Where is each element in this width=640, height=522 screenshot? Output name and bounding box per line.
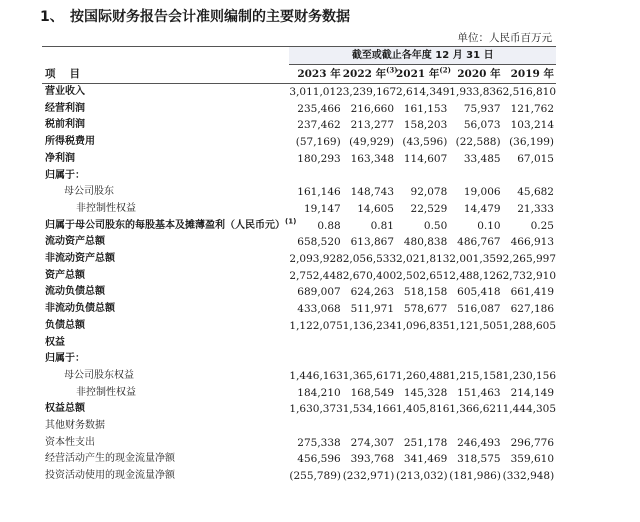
value-cell: 578,677 [403, 303, 448, 316]
footnote-marker: (1) [285, 217, 297, 226]
year-label: 2021 年 [396, 68, 440, 80]
value-cell [449, 168, 502, 185]
value-cell: 359,610 [510, 453, 554, 466]
value-cell: (36,199) [509, 136, 554, 149]
year-label: 2022 年 [342, 68, 387, 80]
value-cell: 2,021,813 [396, 253, 450, 266]
value-cell [503, 168, 556, 185]
row-label-text: 其他财务数据 [45, 420, 105, 432]
row-label-text: 归属于： [45, 353, 85, 365]
row-label-text: 资产总额 [45, 269, 85, 281]
row-label-text: 非控制性权益 [76, 202, 136, 214]
table-row [42, 418, 556, 435]
row-label [42, 168, 289, 185]
value-cell: (181,986) [449, 470, 501, 483]
value-cell: 624,263 [350, 286, 394, 299]
value-cell: 3,011,012 [289, 86, 343, 98]
row-label [42, 435, 289, 452]
table-body [42, 84, 556, 485]
value-cell: 2,732,910 [502, 269, 557, 282]
value-cell: 2,670,400 [342, 269, 397, 282]
value-cell: 0.25 [530, 219, 554, 232]
row-label-text: 所得税费用 [45, 136, 95, 148]
value-cell: 21,333 [517, 202, 554, 215]
value-cell: 246,493 [457, 436, 501, 449]
value-cell: 103,214 [510, 119, 554, 132]
value-cell: 213,277 [350, 119, 394, 132]
value-cell: 67,015 [517, 152, 554, 165]
table-row [42, 268, 556, 285]
value-cell [343, 418, 396, 435]
value-cell: 1,288,605 [502, 319, 557, 332]
row-label [42, 335, 289, 352]
value-cell [503, 418, 556, 435]
value-cell: 235,466 [297, 102, 341, 115]
value-cell: 480,838 [403, 236, 448, 249]
table-row [42, 218, 556, 235]
row-label-text: 流动负债总额 [45, 286, 105, 298]
row-label [42, 134, 289, 151]
item-column-header: 项目 [42, 65, 289, 84]
value-cell: 2,265,997 [502, 253, 557, 266]
value-cell: 180,293 [297, 152, 341, 165]
value-cell: 318,575 [457, 453, 501, 466]
row-label [42, 385, 289, 402]
row-label-text: 流动资产总额 [45, 236, 105, 248]
table-row [42, 451, 556, 468]
value-cell: 75,937 [463, 102, 501, 115]
value-cell: 163,348 [350, 152, 394, 165]
value-cell [396, 335, 449, 352]
value-cell: 689,007 [297, 286, 341, 299]
value-cell [396, 351, 449, 368]
value-cell: 0.88 [317, 219, 341, 232]
row-label [42, 84, 289, 101]
value-cell: 393,768 [350, 453, 394, 466]
value-cell: 148,743 [350, 186, 394, 199]
table-row [42, 101, 556, 118]
row-label-text: 资本性支出 [45, 436, 95, 448]
value-cell [289, 335, 342, 352]
row-label [42, 201, 289, 218]
value-cell: 1,534,166 [342, 403, 397, 416]
year-label: 2019 年 [510, 68, 554, 80]
value-cell [503, 351, 556, 368]
year-label: 2020 年 [457, 68, 501, 80]
row-label-text: 非流动资产总额 [45, 253, 115, 265]
value-cell: 605,418 [457, 286, 501, 299]
row-label-text: 税前利润 [45, 119, 85, 131]
year-label: 2023 年 [297, 68, 341, 80]
table-row [42, 151, 556, 168]
section-title: 按国际财务报告会计准则编制的主要财务数据 [70, 9, 350, 25]
value-cell: 627,186 [510, 303, 554, 316]
value-cell: 613,867 [350, 236, 394, 249]
row-label-text: 归属于： [45, 169, 85, 181]
value-cell: 274,307 [350, 436, 394, 449]
value-cell: (57,169) [295, 136, 341, 149]
value-cell: 456,596 [297, 453, 341, 466]
row-label-text: 投资活动使用的现金流量净额 [45, 470, 175, 482]
value-cell: 237,462 [297, 119, 341, 132]
row-label [42, 301, 289, 318]
table-row [42, 201, 556, 218]
group-header-blank [42, 47, 289, 65]
value-cell: 216,660 [350, 102, 394, 115]
table-row [42, 84, 556, 101]
value-cell: 114,607 [403, 152, 448, 165]
row-label [42, 401, 289, 418]
value-cell: 1,446,163 [289, 369, 343, 382]
value-cell: 161,146 [297, 186, 341, 199]
value-cell: 341,469 [403, 453, 448, 466]
value-cell: (213,032) [396, 470, 448, 483]
value-cell: 658,520 [297, 236, 341, 249]
value-cell: 0.10 [477, 219, 501, 232]
value-cell: 214,149 [510, 386, 554, 399]
table-row [42, 251, 556, 268]
value-cell: 1,444,305 [502, 403, 557, 416]
value-cell: 2,614,349 [396, 86, 450, 98]
value-cell: 296,776 [510, 436, 554, 449]
value-cell: (255,789) [289, 470, 342, 483]
table-row [42, 284, 556, 301]
table-row [42, 368, 556, 385]
value-cell: 1,365,617 [342, 369, 397, 382]
value-cell: 1,630,373 [289, 403, 343, 416]
table-row [42, 351, 556, 368]
value-cell [503, 335, 556, 352]
value-cell: 14,605 [357, 202, 394, 215]
value-cell: (232,971) [342, 470, 395, 483]
row-label [42, 368, 289, 385]
row-label [42, 234, 289, 251]
unit-note: 单位：人民币百万元 [457, 32, 552, 44]
value-cell [289, 418, 342, 435]
value-cell: 661,419 [510, 286, 554, 299]
row-label-text: 权益总额 [45, 403, 85, 415]
table-row [42, 435, 556, 452]
value-cell [449, 351, 502, 368]
table-row [42, 335, 556, 352]
row-label-text: 归属于母公司股东的每股基本及摊薄盈利（人民币元） [45, 219, 285, 231]
value-cell: 1,096,835 [396, 319, 450, 332]
value-cell [289, 168, 342, 185]
value-cell: 33,485 [463, 152, 501, 165]
section-number: 1、 [40, 9, 64, 25]
value-cell: 0.81 [370, 219, 394, 232]
value-cell: 45,682 [517, 186, 554, 199]
value-cell: 486,767 [457, 236, 501, 249]
value-cell: 22,529 [410, 202, 448, 215]
value-cell: 466,913 [510, 236, 554, 249]
row-label [42, 251, 289, 268]
value-cell [289, 351, 342, 368]
value-cell [396, 418, 449, 435]
value-cell: 511,971 [350, 303, 394, 316]
year-column-header [343, 65, 396, 84]
row-label [42, 151, 289, 168]
value-cell: 168,549 [350, 386, 394, 399]
table-year-header-row [42, 65, 556, 84]
value-cell: 184,210 [297, 386, 341, 399]
year-column-header [449, 65, 502, 84]
value-cell: 2,488,126 [449, 269, 503, 282]
row-label-text: 经营活动产生的现金流量净额 [45, 453, 175, 465]
value-cell: 1,121,505 [449, 319, 503, 332]
row-label [42, 468, 289, 485]
value-cell: 251,178 [403, 436, 448, 449]
value-cell [343, 351, 396, 368]
value-cell: 1,122,075 [289, 319, 343, 332]
table-row [42, 117, 556, 134]
value-cell: 2,516,810 [502, 86, 557, 98]
value-cell: 2,093,928 [289, 253, 343, 266]
year-column-header [503, 65, 556, 84]
value-cell: 1,405,816 [396, 403, 450, 416]
table-row [42, 184, 556, 201]
value-cell [396, 168, 449, 185]
row-label-text: 经营利润 [45, 102, 85, 114]
value-cell: 151,463 [457, 386, 501, 399]
row-label [42, 117, 289, 134]
row-label [42, 101, 289, 118]
row-label [42, 418, 289, 435]
value-cell: 275,338 [297, 436, 341, 449]
value-cell: 145,328 [403, 386, 448, 399]
value-cell: 3,239,167 [342, 86, 397, 98]
value-cell: 1,366,621 [449, 403, 503, 416]
value-cell: 518,158 [403, 286, 448, 299]
row-label [42, 451, 289, 468]
row-label [42, 318, 289, 335]
value-cell: (332,948) [502, 470, 555, 483]
section-heading [40, 6, 350, 26]
value-cell: (22,588) [455, 136, 501, 149]
row-label-text: 权益 [45, 336, 65, 348]
value-cell [449, 335, 502, 352]
value-cell: 158,203 [403, 119, 448, 132]
value-cell: 0.50 [423, 219, 448, 232]
value-cell: 1,230,156 [502, 369, 557, 382]
value-cell: 2,752,448 [289, 269, 343, 282]
table-row [42, 468, 556, 485]
value-cell: 433,068 [297, 303, 341, 316]
row-label [42, 268, 289, 285]
row-label-text: 母公司股东 [64, 186, 114, 198]
value-cell: 161,153 [403, 102, 448, 115]
table-row [42, 401, 556, 418]
table-row [42, 168, 556, 185]
value-cell [343, 168, 396, 185]
row-label-text: 负债总额 [45, 319, 85, 331]
row-label-text: 非控制性权益 [76, 386, 136, 398]
row-label [42, 184, 289, 201]
value-cell: 19,147 [303, 202, 341, 215]
value-cell: 2,056,533 [342, 253, 397, 266]
value-cell: 1,260,488 [396, 369, 450, 382]
financial-data-table [42, 46, 556, 485]
value-cell: 121,762 [510, 102, 554, 115]
table-row [42, 385, 556, 402]
value-cell: 56,073 [463, 119, 501, 132]
year-column-header [289, 65, 342, 84]
value-cell [343, 335, 396, 352]
row-label [42, 351, 289, 368]
value-cell [449, 418, 502, 435]
value-cell: 92,078 [410, 186, 448, 199]
value-cell: (43,596) [402, 136, 448, 149]
value-cell: 19,006 [463, 186, 501, 199]
value-cell: (49,929) [349, 136, 394, 149]
row-label-text: 营业收入 [45, 86, 85, 97]
table-row [42, 134, 556, 151]
table-group-header-row [42, 47, 556, 65]
year-column-header [396, 65, 449, 84]
row-label [42, 217, 297, 235]
value-cell: 2,001,359 [449, 253, 503, 266]
footnote-marker: (3) [386, 65, 398, 75]
value-cell: 516,087 [457, 303, 501, 316]
table-row [42, 234, 556, 251]
footnote-marker: (2) [439, 65, 451, 75]
value-cell: 14,479 [463, 202, 501, 215]
row-label-text: 母公司股东权益 [64, 369, 134, 381]
period-group-header: 截至或截止各年度 12 月 31 日 [289, 47, 556, 65]
value-cell: 1,136,234 [342, 319, 397, 332]
value-cell: 2,502,651 [396, 269, 450, 282]
table-row [42, 301, 556, 318]
row-label [42, 284, 289, 301]
row-label-text: 净利润 [45, 152, 75, 164]
value-cell: 1,215,158 [449, 369, 503, 382]
table-row [42, 318, 556, 335]
value-cell: 1,933,836 [449, 86, 503, 98]
row-label-text: 非流动负债总额 [45, 303, 115, 315]
